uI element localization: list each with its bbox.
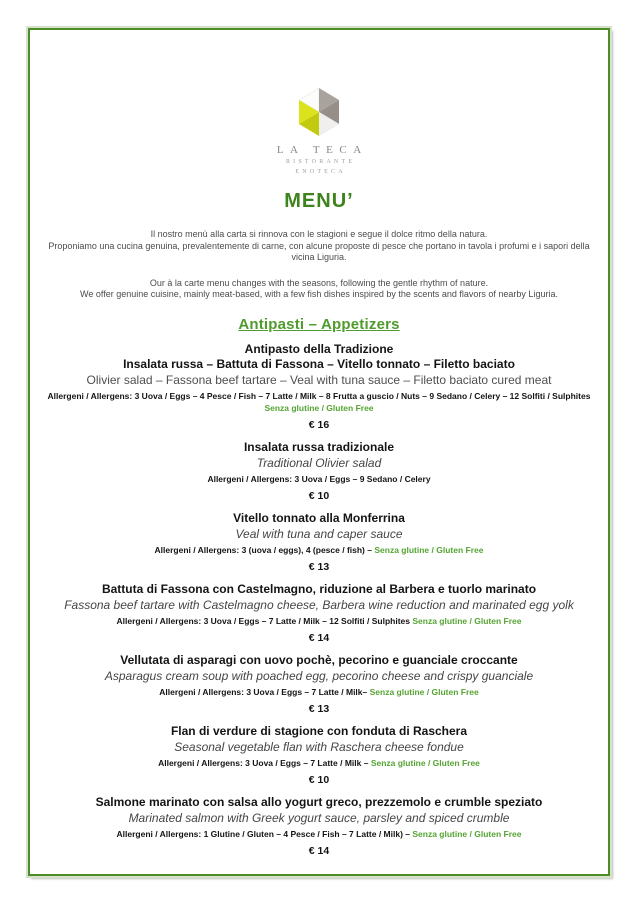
restaurant-logo bbox=[30, 87, 608, 176]
dish-price: € 16 bbox=[308, 418, 330, 431]
intro-italian-line1: Il nostro menù alla carta si rinnova con le stagioni e segue il dolce ritmo della natura. bbox=[150, 229, 488, 239]
dish-translation: Marinated salmon with Greek yogurt sauce, parsley and spiced crumble bbox=[128, 810, 510, 825]
dish-title: Battuta di Fassona con Castelmagno, riduzione al Barbera e tuorlo marinato bbox=[101, 581, 537, 596]
brand-name: LA TECA bbox=[276, 144, 368, 156]
gluten-free-inline: Senza glutine / Gluten Free bbox=[369, 686, 479, 697]
dish-title: Vellutata di asparagi con uovo pochè, pecorino e guanciale croccante bbox=[120, 652, 518, 667]
intro-italian bbox=[41, 229, 597, 264]
dish-translation: Veal with tuna and caper sauce bbox=[235, 526, 403, 541]
dish-salmone-marinato bbox=[30, 795, 608, 857]
dish-price: € 14 bbox=[308, 844, 330, 857]
dish-title: Flan di verdure di stagione con fonduta di Raschera bbox=[170, 723, 468, 738]
intro-english bbox=[41, 278, 597, 301]
dish-allergens: Allergeni / Allergens: 3 Uova / Eggs – 4 Pesce / Fish – 7 Latte / Milk – 8 Frutta a guscio / Nuts – 9 Sedano / Celery – 12 Solfiti / Sulphites bbox=[47, 390, 591, 401]
dish-price: € 10 bbox=[308, 489, 330, 502]
dish-allergens: Allergeni / Allergens: 3 Uova / Eggs – 7 Latte / Milk – Senza glutine / Gluten Free bbox=[158, 757, 480, 768]
dish-allergens: Allergeni / Allergens: 3 (uova / eggs), 4 (pesce / fish) – Senza glutine / Gluten Free bbox=[154, 544, 484, 555]
dish-translation: Asparagus cream soup with poached egg, pecorino cheese and crispy guanciale bbox=[104, 668, 534, 683]
dish-allergens: Allergeni / Allergens: 1 Glutine / Gluten – 4 Pesce / Fish – 7 Latte / Milk) – Senza glutine / Gluten Free bbox=[116, 828, 522, 839]
dish-price: € 13 bbox=[308, 560, 330, 573]
menu-title: MENU’ bbox=[284, 190, 354, 212]
dish-translation: Olivier salad – Fassona beef tartare – Veal with tuna sauce – Filetto baciato cured meat bbox=[86, 372, 552, 387]
dish-allergens: Allergeni / Allergens: 3 Uova / Eggs – 7 Latte / Milk – 12 Solfiti / Sulphites Senza glutine / Gluten Free bbox=[116, 615, 522, 626]
gluten-free-inline: Senza glutine / Gluten Free bbox=[374, 544, 484, 555]
dish-antipasto-della-tradizione bbox=[30, 342, 608, 431]
dish-flan-di-verdure bbox=[30, 724, 608, 786]
dish-translation: Traditional Olivier salad bbox=[256, 455, 382, 470]
intro-english-line1: Our à la carte menu changes with the seasons, following the gentle rhythm of nature. bbox=[149, 277, 489, 288]
brand-subtitle-enoteca: ENOTECA bbox=[295, 169, 346, 175]
logo-hexagon-icon bbox=[295, 87, 343, 137]
dish-price: € 13 bbox=[308, 702, 330, 715]
dish-translation: Seasonal vegetable flan with Raschera cheese fondue bbox=[174, 739, 464, 754]
intro-italian-line2: Proponiamo una cucina genuina, prevalentemente di carne, con alcune proposte di pesce che portano in tavola i profumi e i sapori della vicina Liguria. bbox=[48, 240, 590, 262]
dish-price: € 10 bbox=[308, 773, 330, 786]
section-header-antipasti: Antipasti – Appetizers bbox=[238, 315, 400, 333]
gluten-free-note: Senza glutine / Gluten Free bbox=[264, 402, 374, 413]
gluten-free-inline: Senza glutine / Gluten Free bbox=[370, 757, 480, 768]
intro-english-line2: We offer genuine cuisine, mainly meat-based, with a few fish dishes inspired by the scents and flavors of nearby Liguria. bbox=[80, 289, 558, 299]
dish-title: Insalata russa tradizionale bbox=[243, 439, 395, 454]
page-border-frame bbox=[28, 28, 610, 876]
gluten-free-inline: Senza glutine / Gluten Free bbox=[412, 615, 522, 626]
dish-title: Antipasto della Tradizione bbox=[244, 341, 394, 356]
gluten-free-inline: Senza glutine / Gluten Free bbox=[412, 828, 522, 839]
dish-allergens: Allergeni / Allergens: 3 Uova / Eggs – 7 Latte / Milk– Senza glutine / Gluten Free bbox=[159, 686, 479, 697]
dish-price: € 14 bbox=[308, 631, 330, 644]
dish-battuta-di-fassona bbox=[30, 582, 608, 644]
dish-translation: Fassona beef tartare with Castelmagno cheese, Barbera wine reduction and marinated egg yolk bbox=[64, 597, 574, 612]
dish-vellutata-di-asparagi bbox=[30, 653, 608, 715]
dish-title-line2: Insalata russa – Battuta di Fassona – Vitello tonnato – Filetto baciato bbox=[123, 356, 515, 371]
dish-title: Vitello tonnato alla Monferrina bbox=[233, 510, 405, 525]
dish-title: Salmone marinato con salsa allo yogurt greco, prezzemolo e crumble speziato bbox=[95, 794, 543, 809]
dish-vitello-tonnato bbox=[30, 511, 608, 573]
dish-allergens: Allergeni / Allergens: 3 Uova / Eggs – 9 Sedano / Celery bbox=[207, 473, 431, 484]
menu-content bbox=[30, 30, 608, 874]
dish-insalata-russa bbox=[30, 440, 608, 502]
brand-subtitle-ristorante: RISTORANTE bbox=[285, 159, 356, 165]
